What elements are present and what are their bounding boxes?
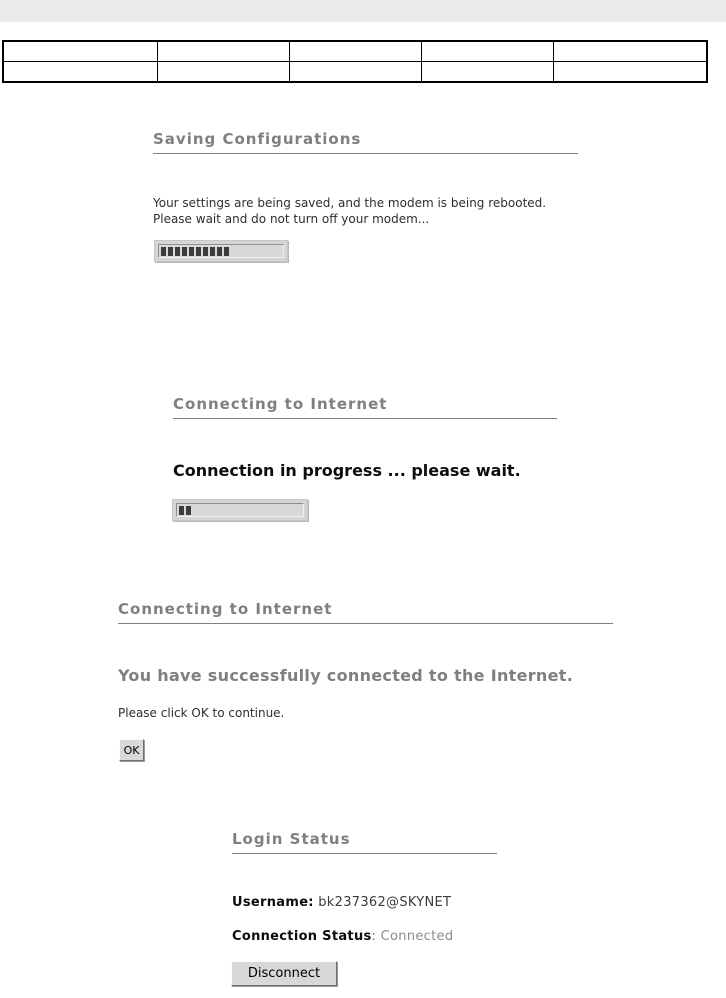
- connection-status-line: [232, 929, 453, 944]
- progress-block: [203, 247, 208, 256]
- progress-block: [182, 247, 187, 256]
- disconnect-button[interactable]: Disconnect: [231, 961, 337, 986]
- connecting-progress-track: [176, 503, 304, 517]
- progress-block: [161, 247, 166, 256]
- connection-status-label: Connection Status: [232, 929, 372, 944]
- progress-block: [210, 247, 215, 256]
- nav-table-cell: [421, 41, 553, 62]
- connected-success-message: You have successfully connected to the Internet.: [118, 666, 574, 685]
- progress-block: [224, 247, 229, 256]
- saving-body-text: [153, 195, 546, 227]
- username-line: [232, 895, 451, 910]
- nav-table: [2, 40, 708, 83]
- progress-block: [217, 247, 222, 256]
- connecting-progress-bar: [172, 499, 308, 521]
- connection-status-value: Connected: [380, 929, 454, 944]
- username-label: Username:: [232, 895, 314, 910]
- progress-block: [196, 247, 201, 256]
- username-value: bk237362@SKYNET: [318, 895, 452, 910]
- saving-configurations-heading: Saving Configurations: [153, 130, 578, 154]
- saving-progress-track: [158, 244, 284, 258]
- nav-table-cell: [289, 62, 421, 83]
- saving-body-line-2: Please wait and do not turn off your modem...: [153, 212, 430, 226]
- top-bar: [0, 0, 726, 22]
- saving-progress-bar: [154, 240, 288, 262]
- nav-table-cell: [157, 62, 289, 83]
- connected-instruction: Please click OK to continue.: [118, 706, 285, 720]
- nav-table-row: [3, 41, 707, 62]
- connected-heading: Connecting to Internet: [118, 600, 613, 624]
- connection-progress-message: Connection in progress ... please wait.: [173, 461, 521, 480]
- login-status-heading: Login Status: [232, 830, 497, 854]
- progress-block: [186, 506, 191, 515]
- ok-button[interactable]: OK: [119, 739, 144, 761]
- progress-block: [189, 247, 194, 256]
- progress-block: [168, 247, 173, 256]
- nav-table-row: [3, 62, 707, 83]
- progress-block: [179, 506, 184, 515]
- nav-table-cell: [289, 41, 421, 62]
- nav-table-cell: [553, 62, 707, 83]
- nav-table-cell: [3, 62, 157, 83]
- connecting-heading: Connecting to Internet: [173, 395, 557, 419]
- nav-table-cell: [157, 41, 289, 62]
- nav-table-cell: [3, 41, 157, 62]
- connection-status-colon: :: [371, 929, 381, 944]
- nav-table-cell: [421, 62, 553, 83]
- progress-block: [175, 247, 180, 256]
- nav-table-cell: [553, 41, 707, 62]
- saving-body-line-1: Your settings are being saved, and the modem is being rebooted.: [153, 196, 547, 210]
